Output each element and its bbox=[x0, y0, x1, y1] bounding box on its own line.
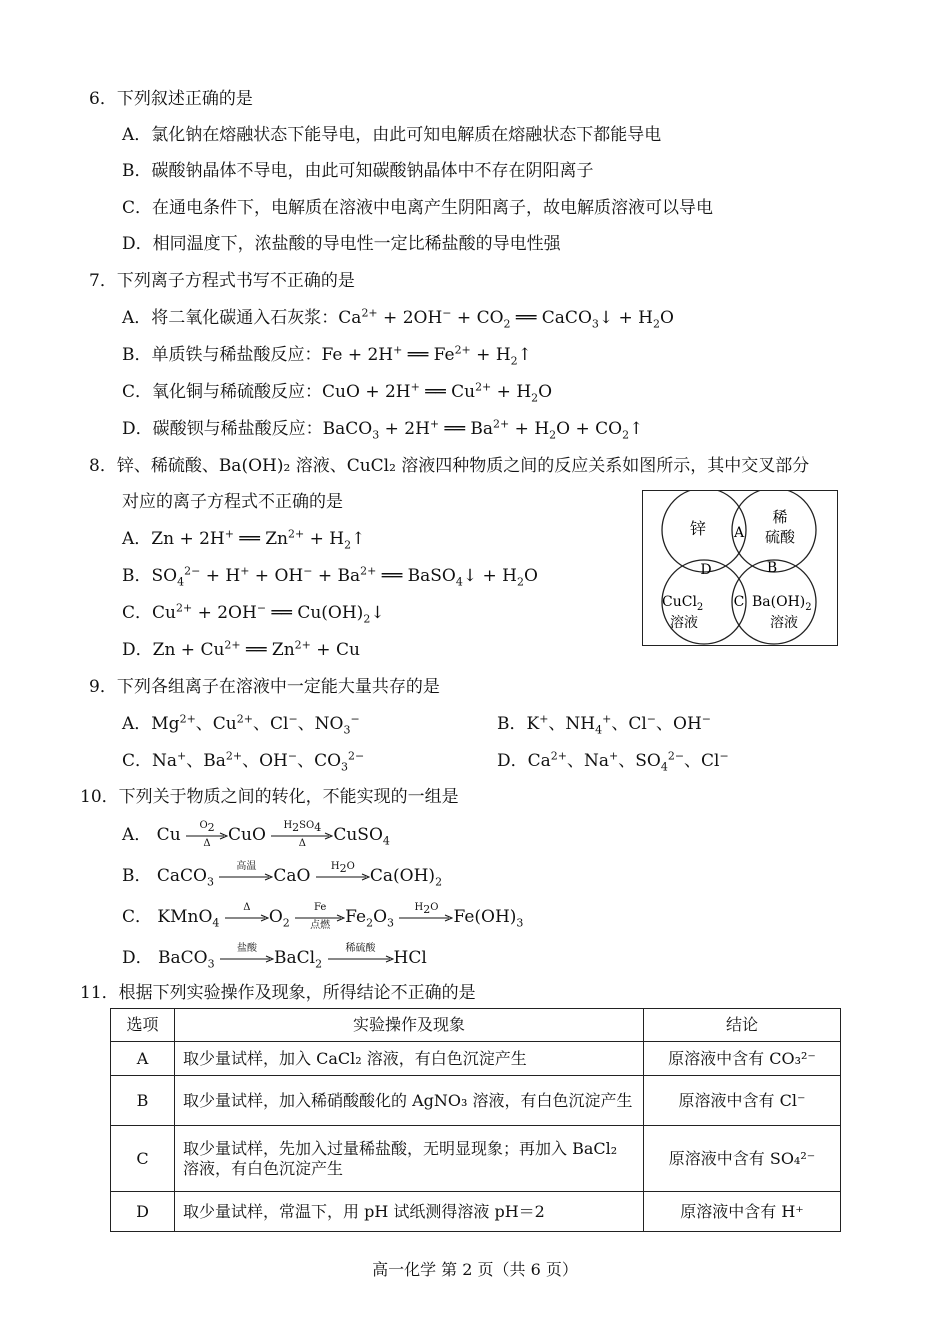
q7-d-equation: BaCO$_3$ + 2H+ ══ $Ba^{2+} + H_2O$ + $CO_2↑$ bbox=[322, 417, 644, 442]
row-conclusion: 原溶液中含有 SO₄²⁻ bbox=[644, 1126, 841, 1192]
q7-option-a bbox=[122, 307, 674, 329]
q9-option-b: B．K+、$NH_4^+$、Cl−、OH− bbox=[497, 712, 711, 737]
q8-option-b: B．$SO_4^{2-} + H^+ + OH^- + Ba^{2+}$ ══ BaSO$_4$↓ + $H_2O$ bbox=[122, 564, 538, 589]
q10-option-d: D． BaCO$_3$ 盐酸 BaCl$_2$ 稀硫酸 HCl bbox=[122, 942, 427, 971]
row-option: B bbox=[111, 1076, 175, 1126]
header-operation: 实验操作及现象 bbox=[175, 1009, 644, 1042]
venn-region-d: D bbox=[700, 562, 712, 578]
header-option: 选项 bbox=[111, 1009, 175, 1042]
venn-zinc-label: 锌 bbox=[689, 519, 707, 538]
arrow-icon: $H_2O$ bbox=[399, 907, 453, 929]
q9-stem: 9．下列各组离子在溶液中一定能大量共存的是 bbox=[89, 677, 440, 697]
q8-option-a: A．Zn + 2H+ ══ $Zn^{2+}$ + $H_2↑$ bbox=[122, 527, 366, 552]
q11-table bbox=[110, 1008, 841, 1232]
q10-option-b: B． CaCO$_3$ 高温 CaO $H_2O$ $Ca(OH)_2$ bbox=[122, 860, 443, 889]
row-operation: 取少量试样，先加入过量稀盐酸，无明显现象；再加入 BaCl₂ 溶液，有白色沉淀产生 bbox=[175, 1126, 644, 1192]
venn-region-b: B bbox=[766, 560, 778, 576]
row-option: A bbox=[111, 1042, 175, 1076]
row-conclusion: 原溶液中含有 H⁺ bbox=[644, 1192, 841, 1232]
table-header-row bbox=[111, 1009, 841, 1042]
table-row bbox=[111, 1192, 841, 1232]
arrow-icon: Fe 点燃 bbox=[295, 907, 345, 929]
q9-option-a: A．$Mg^{2+}$、$Cu^{2+}$、Cl−、$NO_3^-$ bbox=[122, 712, 360, 737]
q10-a-label: A． bbox=[122, 825, 152, 845]
venn-baoh2-label: $Ba(OH)_2$ bbox=[752, 594, 812, 613]
q10-d-label: D． bbox=[122, 948, 153, 968]
venn-baoh2-label-2: 溶液 bbox=[770, 615, 798, 631]
venn-region-a: A bbox=[733, 525, 745, 541]
q6-option-b: B．碳酸钠晶体不导电，由此可知碳酸钠晶体中不存在阴阳离子 bbox=[122, 161, 594, 181]
q10-b-label: B． bbox=[122, 866, 152, 886]
q9-option-d: D．$Ca^{2+}$、Na+、$SO_4^{2-}$、Cl− bbox=[497, 749, 729, 774]
q10-stem: 10．下列关于物质之间的转化，不能实现的一组是 bbox=[80, 787, 459, 807]
q9-option-c: C．Na+、$Ba^{2+}$、OH−、$CO_3^{2-}$ bbox=[122, 749, 365, 774]
arrow-icon: 高温 bbox=[219, 866, 273, 888]
header-conclusion: 结论 bbox=[644, 1009, 841, 1042]
q6-stem: 6．下列叙述正确的是 bbox=[89, 89, 253, 109]
q8-stem-line1: 8．锌、稀硫酸、Ba(OH)₂ 溶液、CuCl₂ 溶液四种物质之间的反应关系如图所示，其中交叉部分 bbox=[89, 456, 810, 476]
q10-c-label: C． bbox=[122, 907, 153, 927]
q8-option-c: C．$Cu^{2+} + 2OH^-$ ══ $Cu(OH)_2↓$ bbox=[122, 601, 385, 626]
q7-c-label: C．氧化铜与稀硫酸反应： bbox=[122, 382, 323, 402]
table-row bbox=[111, 1126, 841, 1192]
q10-option-a: A． Cu $O_2$ Δ CuO $H_2SO_4$ Δ CuSO$_4$ bbox=[122, 819, 390, 849]
row-operation: 取少量试样，加入稀硝酸酸化的 AgNO₃ 溶液，有白色沉淀产生 bbox=[175, 1076, 644, 1126]
q11-stem: 11．根据下列实验操作及现象，所得结论不正确的是 bbox=[80, 983, 476, 1003]
row-option: D bbox=[111, 1192, 175, 1232]
q7-c-equation: CuO + 2H+ ══ $Cu^{2+} + H_2O$ bbox=[322, 380, 553, 405]
arrow-icon: $H_2SO_4$ Δ bbox=[271, 825, 333, 847]
page-footer: 高一化学 第 2 页（共 6 页） bbox=[372, 1260, 578, 1279]
arrow-icon: 稀硫酸 bbox=[328, 948, 394, 970]
q6-option-c: C．在通电条件下，电解质在溶液中电离产生阴阳离子，故电解质溶液可以导电 bbox=[122, 198, 714, 218]
venn-circles bbox=[642, 490, 838, 646]
q7-option-d bbox=[122, 418, 643, 440]
venn-cucl2-label: CuCl$_2$ bbox=[662, 594, 704, 613]
q7-stem: 7．下列离子方程式书写不正确的是 bbox=[89, 271, 355, 291]
q6-option-d: D．相同温度下，浓盐酸的导电性一定比稀盐酸的导电性强 bbox=[122, 234, 561, 254]
q10-option-c: C． KMnO$_4$ Δ $O_2$ Fe 点燃 $Fe_2O_3$ $H_2O$ $Fe(OH)_3$ bbox=[122, 901, 524, 931]
arrow-icon: $H_2O$ bbox=[316, 866, 370, 888]
venn-acid-label-2: 硫酸 bbox=[764, 528, 796, 546]
q8-option-d: D．$Zn + Cu^{2+}$ ══ $Zn^{2+} + Cu$ bbox=[122, 638, 360, 660]
venn-cucl2-label-2: 溶液 bbox=[670, 615, 698, 631]
arrow-icon: $O_2$ Δ bbox=[186, 825, 228, 847]
venn-region-c: C bbox=[733, 594, 745, 610]
arrow-icon: 盐酸 bbox=[220, 948, 274, 970]
q7-b-label: B．单质铁与稀盐酸反应： bbox=[122, 345, 322, 365]
row-operation: 取少量试样，常温下，用 pH 试纸测得溶液 pH＝2 bbox=[175, 1192, 644, 1232]
arrow-icon: Δ bbox=[225, 907, 269, 929]
q7-option-c bbox=[122, 381, 552, 403]
q7-a-label: A．将二氧化碳通入石灰浆： bbox=[122, 308, 339, 328]
q6-option-a: A．氯化钠在熔融状态下能导电，由此可知电解质在熔融状态下都能导电 bbox=[122, 125, 662, 145]
venn-acid-label-1: 稀 bbox=[772, 508, 788, 526]
row-conclusion: 原溶液中含有 CO₃²⁻ bbox=[644, 1042, 841, 1076]
venn-diagram bbox=[642, 490, 838, 646]
row-option: C bbox=[111, 1126, 175, 1192]
table-row bbox=[111, 1042, 841, 1076]
q7-option-b bbox=[122, 344, 532, 366]
q7-d-label: D．碳酸钡与稀盐酸反应： bbox=[122, 419, 323, 439]
q7-b-equation: Fe + 2H+ ══ $Fe^{2+}$ + $H_2↑$ bbox=[321, 343, 532, 368]
row-conclusion: 原溶液中含有 Cl⁻ bbox=[644, 1076, 841, 1126]
q7-a-equation: $Ca^{2+} + 2OH^- + CO_2$ ══ CaCO$_3$↓ + $H_2O$ bbox=[338, 306, 674, 331]
table-row bbox=[111, 1076, 841, 1126]
q8-stem-line2: 对应的离子方程式不正确的是 bbox=[122, 492, 343, 512]
row-operation: 取少量试样，加入 CaCl₂ 溶液，有白色沉淀产生 bbox=[175, 1042, 644, 1076]
